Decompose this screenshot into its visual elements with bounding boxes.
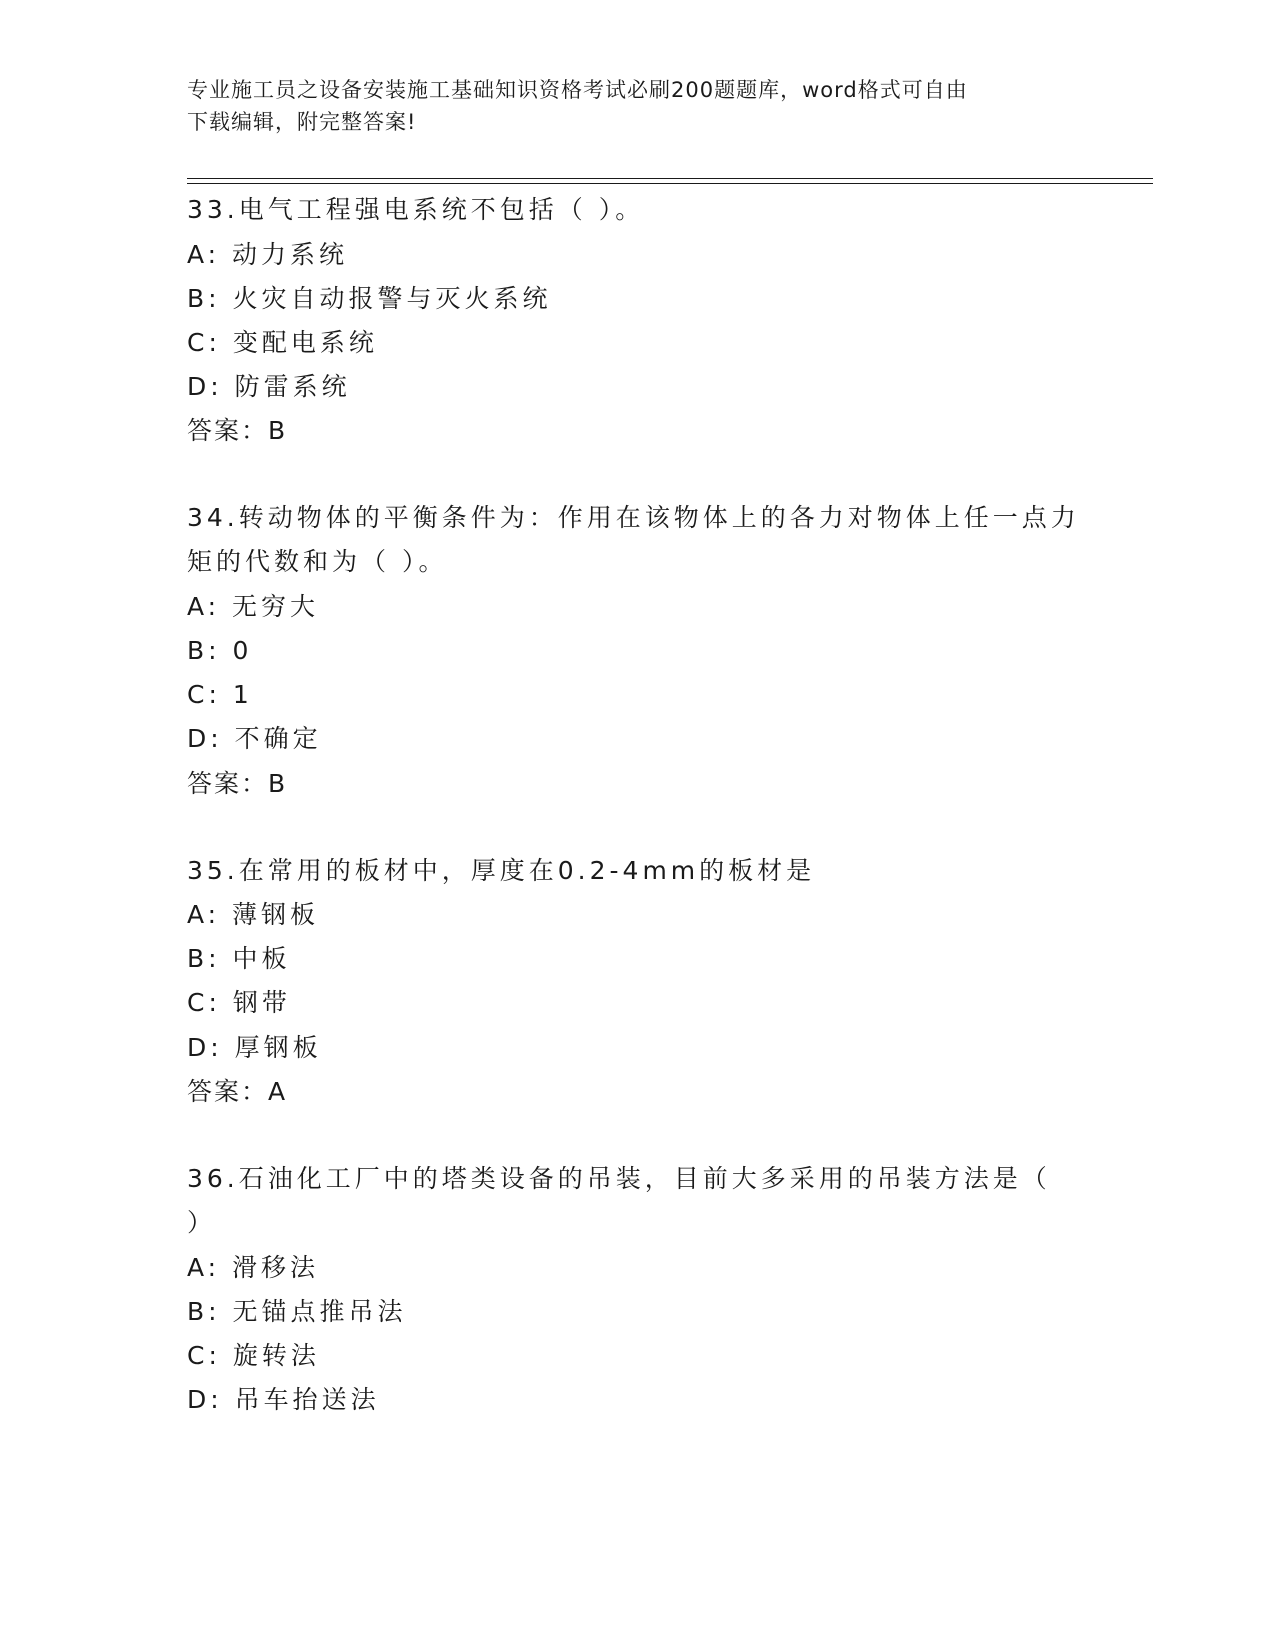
question-35-option-c: C: 钢带 (187, 988, 291, 1017)
question-36-option-b: B: 无锚点推吊法 (187, 1297, 407, 1326)
question-33-option-d: D: 防雷系统 (187, 372, 351, 401)
question-33-option-a: A: 动力系统 (187, 240, 349, 269)
header-divider-bottom (187, 183, 1153, 184)
question-33-stem: 33.电气工程强电系统不包括（ ）。 (187, 195, 645, 224)
question-36-stem-line-2: ） (187, 1208, 217, 1237)
question-35-option-b: B: 中板 (187, 944, 291, 973)
question-36-option-c: C: 旋转法 (187, 1341, 320, 1370)
question-34-stem-line-1: 34.转动物体的平衡条件为：作用在该物体上的各力对物体上任一点力 (187, 503, 1080, 532)
question-34-answer: 答案：B (187, 769, 288, 798)
question-35-stem: 35.在常用的板材中，厚度在0.2-4mm的板材是 (187, 856, 816, 885)
question-34-option-d: D: 不确定 (187, 724, 322, 753)
question-34-stem-line-2: 矩的代数和为（ ）。 (187, 547, 448, 576)
question-36-stem-line-1: 36.石油化工厂中的塔类设备的吊装，目前大多采用的吊装方法是（ (187, 1164, 1051, 1193)
question-34-option-c: C: 1 (187, 680, 253, 709)
question-35-answer: 答案：A (187, 1077, 288, 1106)
question-35-option-a: A: 薄钢板 (187, 900, 320, 929)
header-divider-top (187, 178, 1153, 179)
question-33-option-c: C: 变配电系统 (187, 328, 378, 357)
question-33-option-b: B: 火灾自动报警与灭火系统 (187, 284, 552, 313)
document-header (187, 74, 1087, 138)
question-36-option-d: D: 吊车抬送法 (187, 1385, 380, 1414)
question-34-option-a: A: 无穷大 (187, 592, 320, 621)
question-34-option-b: B: 0 (187, 636, 253, 665)
question-36-option-a: A: 滑移法 (187, 1253, 320, 1282)
question-35-option-d: D: 厚钢板 (187, 1033, 322, 1062)
question-33-answer: 答案：B (187, 416, 288, 445)
header-line-1: 专业施工员之设备安装施工基础知识资格考试必刷200题题库，word格式可自由 (187, 78, 968, 102)
header-line-2: 下载编辑，附完整答案! (187, 110, 417, 134)
